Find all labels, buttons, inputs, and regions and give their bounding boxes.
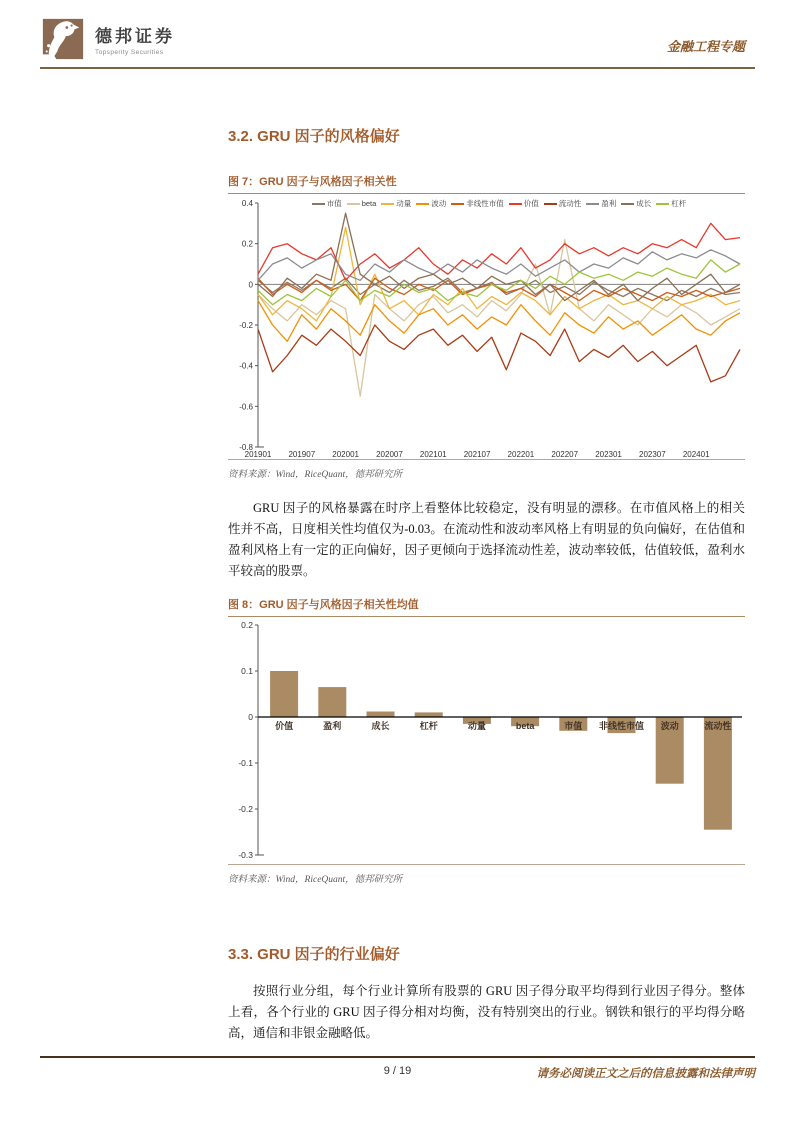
bar-label-6: 市值	[564, 721, 583, 731]
legend-label: beta	[361, 199, 377, 208]
x-tick-202107: 202107	[463, 450, 491, 459]
bar-label-2: 成长	[371, 721, 390, 731]
figure-7-line-chart	[228, 196, 745, 460]
bar-chart-canvas	[228, 619, 745, 865]
bar-9	[704, 717, 732, 830]
x-tick-202001: 202001	[332, 450, 359, 459]
report-category: 金融工程专题	[666, 39, 745, 54]
bar-label-4: 动量	[467, 721, 486, 731]
legend-item	[451, 198, 504, 209]
section-3-2-heading: 3.2. GRU 因子的风格偏好	[228, 128, 400, 145]
legend-item	[381, 198, 411, 209]
legend-label: 市值	[326, 199, 342, 208]
paragraph-style-exposure: GRU 因子的风格暴露在时序上看整体比较稳定，没有明显的漂移。在市值风格上的相关性并不高，日度相关性均值仅为-0.03。在流动性和波动率风格上有明显的负向偏好，在估值和盈利风格上有一定的正向偏好，因子更倾向于选择流动性差，波动率较低，估值较低，盈利水平较高的股票。	[228, 501, 745, 578]
legend-label: 非线性市值	[466, 199, 504, 208]
legend-swatch	[381, 203, 394, 205]
legend-item	[586, 198, 616, 209]
series-line-7	[258, 250, 740, 280]
svg-text:-0.2: -0.2	[238, 804, 253, 814]
legend-label: 价值	[523, 199, 539, 208]
bar-label-0: 价值	[275, 721, 294, 731]
bar-label-7: 非线性市值	[598, 721, 645, 731]
svg-text:-0.4: -0.4	[239, 361, 253, 371]
svg-text:0: 0	[248, 712, 253, 722]
figure-7-source: 资料来源：Wind，RiceQuant，德邦研究所	[228, 470, 403, 480]
x-tick-201901: 201901	[244, 450, 272, 459]
series-line-3	[258, 301, 740, 342]
page-footer	[40, 1056, 755, 1081]
svg-text:0.2: 0.2	[241, 239, 253, 249]
legend-item	[621, 198, 651, 209]
legal-disclaimer: 请务必阅读正文之后的信息披露和法律声明	[536, 1068, 755, 1080]
bar-label-5: beta	[515, 721, 535, 731]
line-chart-canvas	[228, 196, 745, 460]
page-header	[40, 16, 755, 62]
svg-text:0.4: 0.4	[241, 199, 253, 208]
figure-8-caption: 图 8：GRU 因子与风格因子相关性均值	[228, 598, 745, 617]
legend-swatch	[416, 203, 429, 205]
svg-text:-0.1: -0.1	[238, 758, 253, 768]
report-body	[228, 69, 745, 1044]
bar-2	[367, 712, 395, 718]
svg-text:-0.6: -0.6	[239, 402, 253, 412]
legend-item	[347, 199, 377, 208]
series-line-2	[258, 227, 740, 321]
bar-3	[415, 712, 443, 717]
legend-item	[509, 198, 539, 209]
bar-label-9: 流动性	[704, 721, 732, 731]
page-number: 9 / 19	[383, 1065, 412, 1077]
series-line-6	[258, 325, 740, 382]
brand	[40, 16, 755, 62]
legend-swatch	[544, 203, 557, 205]
legend-label: 波动	[431, 199, 447, 208]
figure-8-source: 资料来源：Wind，RiceQuant，德邦研究所	[228, 875, 403, 885]
bar-1	[318, 687, 346, 717]
section-3-3-heading: 3.3. GRU 因子的行业偏好	[228, 946, 400, 963]
x-tick-202201: 202201	[507, 450, 535, 459]
figure-7-legend	[258, 198, 740, 209]
x-tick-202101: 202101	[419, 450, 447, 459]
x-tick-201907: 201907	[288, 450, 316, 459]
legend-swatch	[312, 203, 325, 205]
svg-text:-0.3: -0.3	[238, 850, 253, 860]
legend-label: 杠杆	[671, 199, 687, 208]
legend-label: 流动性	[558, 199, 582, 208]
x-tick-202301: 202301	[595, 450, 622, 459]
bar-label-1: 盈利	[323, 721, 342, 731]
footer-divider	[40, 1056, 755, 1058]
brand-name-en: Topsperity Securities	[95, 49, 164, 56]
legend-swatch	[586, 203, 599, 205]
legend-item	[544, 198, 582, 209]
bar-label-8: 波动	[660, 721, 679, 731]
series-line-1	[258, 240, 740, 397]
legend-swatch	[656, 203, 669, 205]
x-tick-202007: 202007	[376, 450, 403, 459]
x-tick-202307: 202307	[639, 450, 666, 459]
brand-name-cn: 德邦证券	[95, 27, 175, 46]
legend-swatch	[509, 203, 522, 205]
svg-text:0: 0	[248, 280, 253, 290]
svg-text:-0.8: -0.8	[239, 443, 253, 452]
svg-text:-0.2: -0.2	[239, 321, 253, 330]
legend-swatch	[451, 203, 464, 205]
legend-label: 成长	[636, 199, 652, 208]
legend-item	[312, 198, 342, 209]
svg-text:0.2: 0.2	[241, 620, 253, 630]
topsperity-leopard-logo-icon	[40, 16, 86, 62]
paragraph-industry-preference: 按照行业分组，每个行业计算所有股票的 GRU 因子得分取平均得到行业因子得分。整体上看，各个行业的 GRU 因子得分相对均衡，没有特别突出的行业。钢铁和银行的平均得分略高，通信和非银金融略低。	[228, 984, 745, 1040]
legend-label: 盈利	[601, 199, 617, 208]
legend-item	[416, 198, 446, 209]
legend-label: 动量	[396, 199, 412, 208]
x-tick-202207: 202207	[551, 450, 579, 459]
figure-7-caption: 图 7：GRU 因子与风格因子相关性	[228, 175, 745, 194]
figure-8-bar-chart	[228, 619, 745, 865]
x-tick-202401: 202401	[682, 450, 710, 459]
svg-text:0.1: 0.1	[241, 666, 253, 676]
legend-swatch	[621, 203, 634, 205]
bar-0	[270, 671, 298, 717]
bar-label-3: 杠杆	[419, 721, 438, 731]
legend-item	[656, 198, 686, 209]
legend-swatch	[347, 203, 360, 205]
